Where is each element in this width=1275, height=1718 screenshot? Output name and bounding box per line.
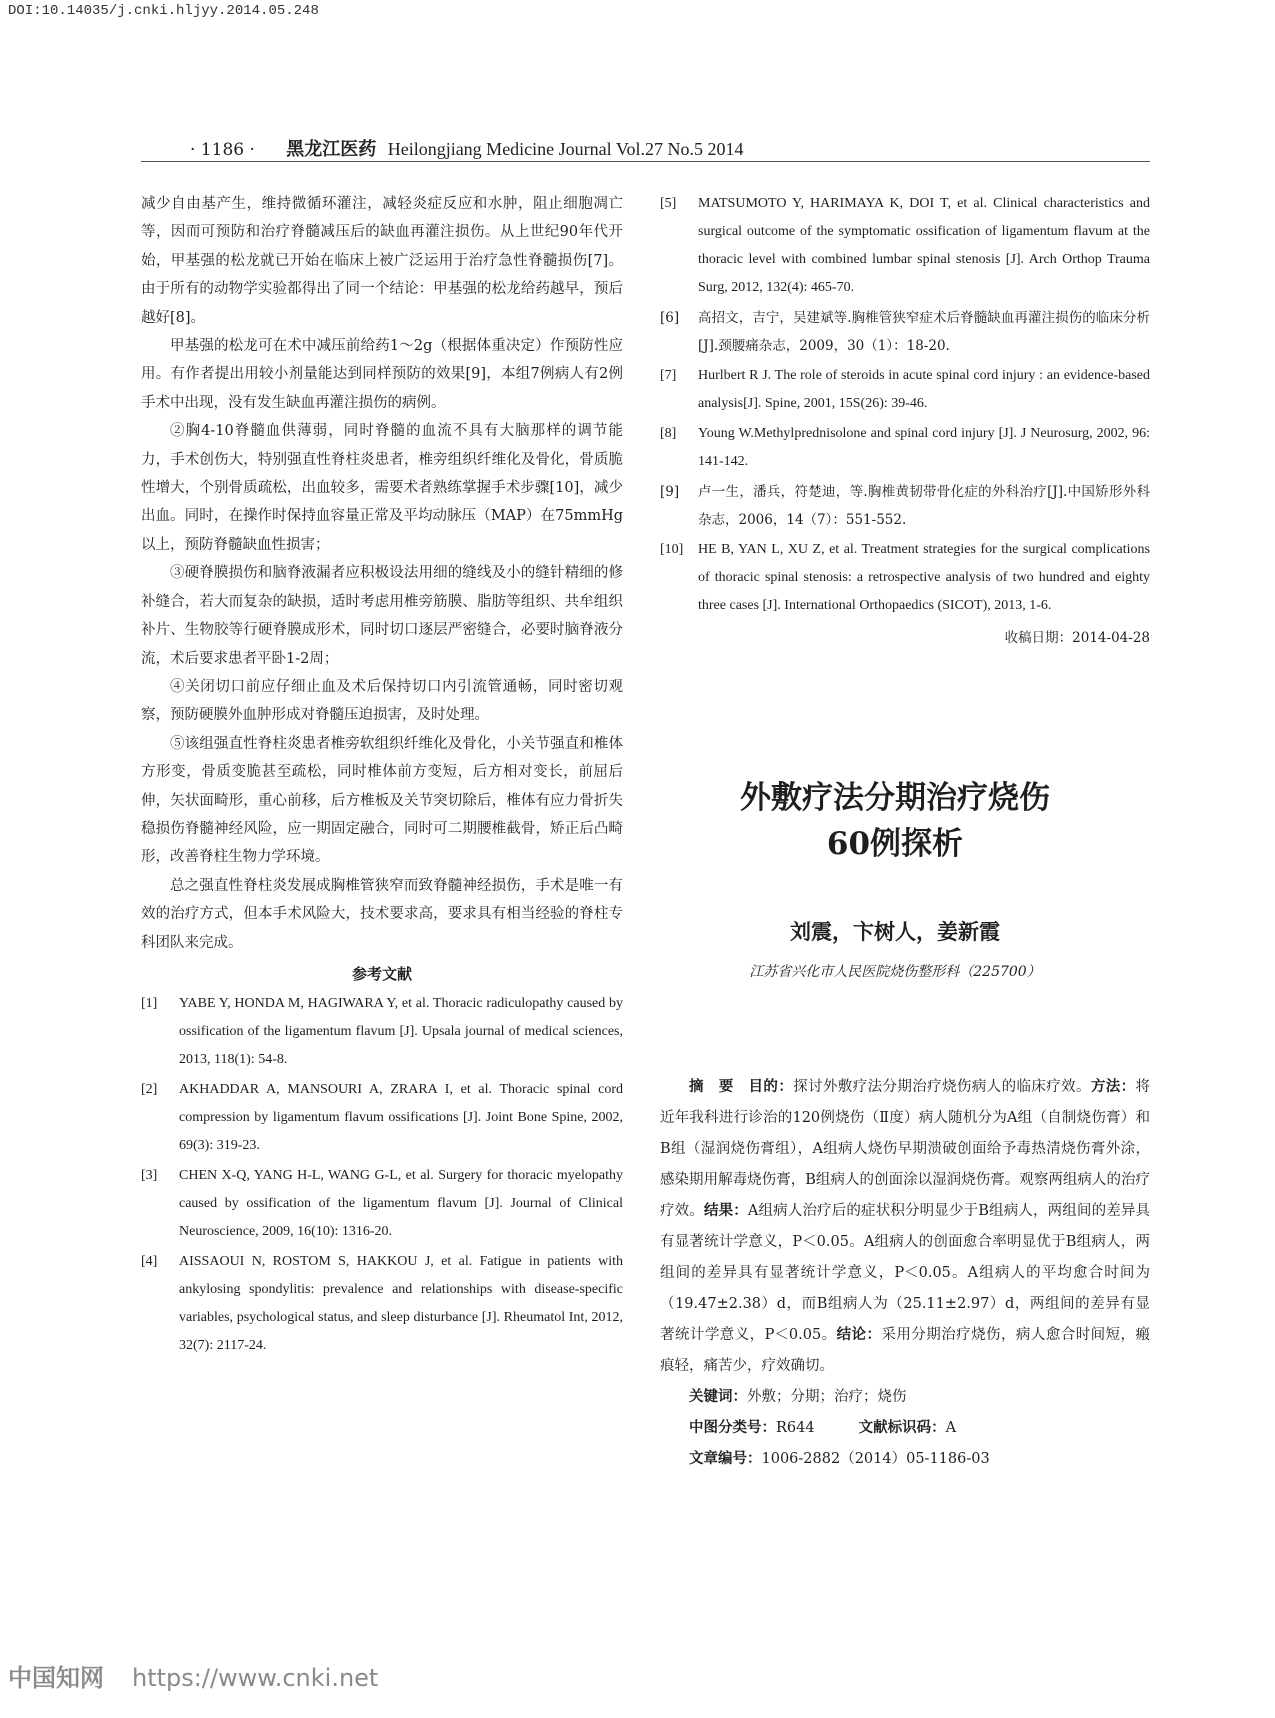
- page-number: · 1186 ·: [190, 140, 255, 160]
- conclusion-text: 采用分期治疗烧伤，病人愈合时间短，瘢痕轻，痛苦少，疗效确切。: [660, 1327, 1150, 1374]
- reference-text: 卢一生，潘兵，符楚迪，等.胸椎黄韧带骨化症的外科治疗[J].中国矫形外科杂志，2006，14（7）：551-552.: [698, 484, 1150, 528]
- right-column: [660, 190, 1150, 646]
- body-paragraph: 减少自由基产生，维持微循环灌注，减轻炎症反应和水肿，阻止细胞凋亡等，因而可预防和治疗脊髓减压后的缺血再灌注损伤。从上世纪90年代开始，甲基强的松龙就已开始在临床上被广泛运用于治疗急性脊髓损伤[7]。由于所有的动物学实验都得出了同一个结论：甲基强的松龙给药越早，预后越好[8]。: [141, 196, 623, 326]
- references-heading: 参考文献: [351, 964, 412, 983]
- reference-number: [4]: [141, 1253, 158, 1269]
- article-title-line: 60例探析: [826, 826, 964, 862]
- body-paragraph: ②胸4-10脊髓血供薄弱，同时脊髓的血流不具有大脑那样的调节能力，手术创伤大，特别强直性脊柱炎患者，椎旁组织纤维化及骨化，骨质脆性增大，个别骨质疏松，出血较多，需要术者熟练掌握手术步骤[10]，减少出血。同时，在操作时保持血容量正常及平均动脉压（MAP）在75mmHg以上，预防脊髓缺血性损害；: [141, 423, 623, 553]
- reference-number: [9]: [660, 484, 680, 500]
- header-rule: [141, 161, 1150, 162]
- article-title: [680, 775, 1110, 867]
- reference-number: [3]: [141, 1167, 158, 1183]
- conclusion-label: 结论：: [836, 1327, 882, 1343]
- reference-item: [660, 478, 1150, 534]
- doc-code-value: A: [945, 1420, 957, 1436]
- objective-text: 探讨外敷疗法分期治疗烧伤病人的临床疗效。: [793, 1079, 1091, 1095]
- result-text: A组病人治疗后的症状积分明显少于B组病人，两组间的差异具有显著统计学意义，P＜0.05。A组病人的创面愈合率明显优于B组病人，两组间的差异具有显著统计学意义，P＜0.05。A组病人的平均愈合时间为（19.47±2.38）d，而B组病人为（25.11±2.97）d，两组间的差异有显著统计学意义，P＜0.05。: [660, 1203, 1151, 1343]
- article-number-line: [660, 1444, 1150, 1475]
- article-number-label: 文章编号：: [689, 1451, 762, 1467]
- abstract-block: [660, 1072, 1150, 1475]
- article-affiliation: 江苏省兴化市人民医院烧伤整形科（225700）: [749, 964, 1041, 980]
- classification-line: [660, 1413, 1150, 1444]
- reference-item: [141, 990, 623, 1074]
- reference-number: [10]: [660, 542, 684, 557]
- journal-name-en: Heilongjiang Medicine Journal Vol.27 No.5 2014: [387, 139, 744, 159]
- reference-text: CHEN X-Q, YANG H-L, WANG G-L, et al. Surgery for thoracic myelopathy caused by ossification of the ligamentum flavum [J]. Journal of Clinical Neuroscience, 2009, 16(10): 1316-20.: [179, 1167, 623, 1239]
- cnki-brand: 中国知网: [8, 1664, 104, 1692]
- reference-number: [1]: [141, 995, 158, 1011]
- reference-item: [660, 536, 1150, 620]
- reference-text: AISSAOUI N, ROSTOM S, HAKKOU J, et al. Fatigue in patients with ankylosing spondylitis: prevalence and relationships with disease-specific variables, psychological status, and sleep disturbance [J]. Rheumatol Int, 2012, 32(7): 2117-24.: [179, 1253, 623, 1353]
- cnki-url[interactable]: https://www.cnki.net: [132, 1664, 379, 1692]
- reference-item: [141, 1248, 623, 1360]
- reference-item: [660, 362, 1150, 418]
- reference-number: [7]: [660, 368, 677, 383]
- journal-name-cn: 黑龙江医药: [286, 139, 377, 160]
- body-paragraph: ⑤该组强直性脊柱炎患者椎旁软组织纤维化及骨化，小关节强直和椎体方形变，骨质变脆甚至疏松，同时椎体前方变短，后方相对变长，前屈后伸，矢状面畸形，重心前移，后方椎板及关节突切除后，椎体有应力骨折失稳损伤脊髓神经风险，应一期固定融合，同时可二期腰椎截骨，矫正后凸畸形，改善脊柱生物力学环境。: [141, 735, 623, 866]
- result-label: 结果：: [703, 1203, 748, 1219]
- keywords-text: 外敷；分期；治疗；烧伤: [747, 1389, 907, 1405]
- running-header: [190, 135, 910, 161]
- body-paragraph: 总之强直性脊柱炎发展成胸椎管狭窄而致脊髓神经损伤，手术是唯一有效的治疗方式，但本手术风险大，技术要求高，要求具有相当经验的脊柱专科团队来完成。: [141, 877, 623, 951]
- method-text: 将近年我科进行诊治的120例烧伤（Ⅱ度）病人随机分为A组（自制烧伤膏）和B组（湿润烧伤膏组），A组病人烧伤早期溃破创面给予毒热清烧伤膏外涂，感染期用解毒烧伤膏，B组病人的创面涂以湿润烧伤膏。观察两组病人的治疗疗效。: [660, 1079, 1151, 1219]
- method-label: 方法：: [1090, 1079, 1136, 1095]
- footer-watermark: [8, 1658, 378, 1693]
- reference-text: MATSUMOTO Y, HARIMAYA K, DOI T, et al. Clinical characteristics and surgical outcome of the symptomatic ossification of ligamentum flavum at the thoracic level with combined lumbar spinal stenosis [J]. Arch Orthop Trauma Surg, 2012, 132(4): 465-70.: [698, 196, 1150, 295]
- doc-code-label: 文献标识码：: [858, 1420, 946, 1436]
- reference-text: Hurlbert R J. The role of steroids in acute spinal cord injury : an evidence-based analysis[J]. Spine, 2001, 15S(26): 39-46.: [698, 368, 1150, 411]
- reference-item: [660, 190, 1150, 302]
- reference-item: [660, 304, 1150, 360]
- clc-label: 中图分类号：: [689, 1420, 776, 1436]
- reference-number: [2]: [141, 1081, 158, 1097]
- reference-text: AKHADDAR A, MANSOURI A, ZRARA I, et al. Thoracic spinal cord compression by ligamentum flavum ossifications [J]. Joint Bone Spine, 2002, 69(3): 319-23.: [179, 1081, 623, 1153]
- body-paragraph: ④关闭切口前应仔细止血及术后保持切口内引流管通畅，同时密切观察，预防硬膜外血肿形成对脊髓压迫损害，及时处理。: [141, 678, 623, 724]
- abstract-paragraph: [660, 1072, 1150, 1382]
- reference-number: [5]: [660, 196, 677, 211]
- received-date: 收稿日期：2014-04-28: [1004, 630, 1150, 646]
- keywords-line: [660, 1382, 1150, 1413]
- reference-text: HE B, YAN L, XU Z, et al. Treatment strategies for the surgical complications of thoracic spinal stenosis: a retrospective analysis of two hundred and eighty three cases [J]. International Orthopaedics (SICOT), 2013, 1-6.: [698, 542, 1150, 613]
- reference-text: Young W.Methylprednisolone and spinal cord injury [J]. J Neurosurg, 2002, 96: 141-142.: [698, 426, 1150, 469]
- body-paragraph: 甲基强的松龙可在术中减压前给药1～2g（根据体重决定）作预防性应用。有作者提出用较小剂量能达到同样预防的效果[9]，本组7例病人有2例手术中出现，没有发生缺血再灌注损伤的病例。: [141, 338, 623, 411]
- article-authors: 刘震，卞树人，姜新霞: [790, 920, 1000, 944]
- article-number-value: 1006-2882（2014）05-1186-03: [761, 1451, 990, 1467]
- clc-value: R644: [776, 1420, 815, 1436]
- article-title-line: 外敷疗法分期治疗烧伤: [740, 780, 1050, 816]
- reference-item: [141, 1162, 623, 1246]
- body-paragraph: ③硬脊膜损伤和脑脊液漏者应积极设法用细的缝线及小的缝针精细的修补缝合，若大而复杂的缺损，适时考虑用椎旁筋膜、脂肪等组织、共牟组织补片、生物胶等行硬脊膜成形术，同时切口逐层严密缝合，必要时脑脊液分流，术后要求患者平卧1-2周；: [141, 565, 623, 667]
- objective-label: 目的：: [748, 1079, 794, 1095]
- left-column: [141, 190, 623, 1362]
- reference-item: [660, 420, 1150, 476]
- doi-line: DOI:10.14035/j.cnki.hljyy.2014.05.248: [8, 3, 319, 19]
- reference-number: [8]: [660, 426, 677, 441]
- reference-text: 高招文，吉宁，吴建斌等.胸椎管狭窄症术后脊髓缺血再灌注损伤的临床分析[J].颈腰痛杂志，2009，30（1）：18-20.: [698, 310, 1150, 354]
- keywords-label: 关键词：: [689, 1389, 747, 1405]
- reference-text: YABE Y, HONDA M, HAGIWARA Y, et al. Thoracic radiculopathy caused by ossification of the ligamentum flavum [J]. Upsala journal of medical sciences, 2013, 118(1): 54-8.: [179, 995, 623, 1067]
- reference-number: [6]: [660, 310, 680, 326]
- reference-item: [141, 1076, 623, 1160]
- abstract-label: 摘 要: [689, 1079, 734, 1095]
